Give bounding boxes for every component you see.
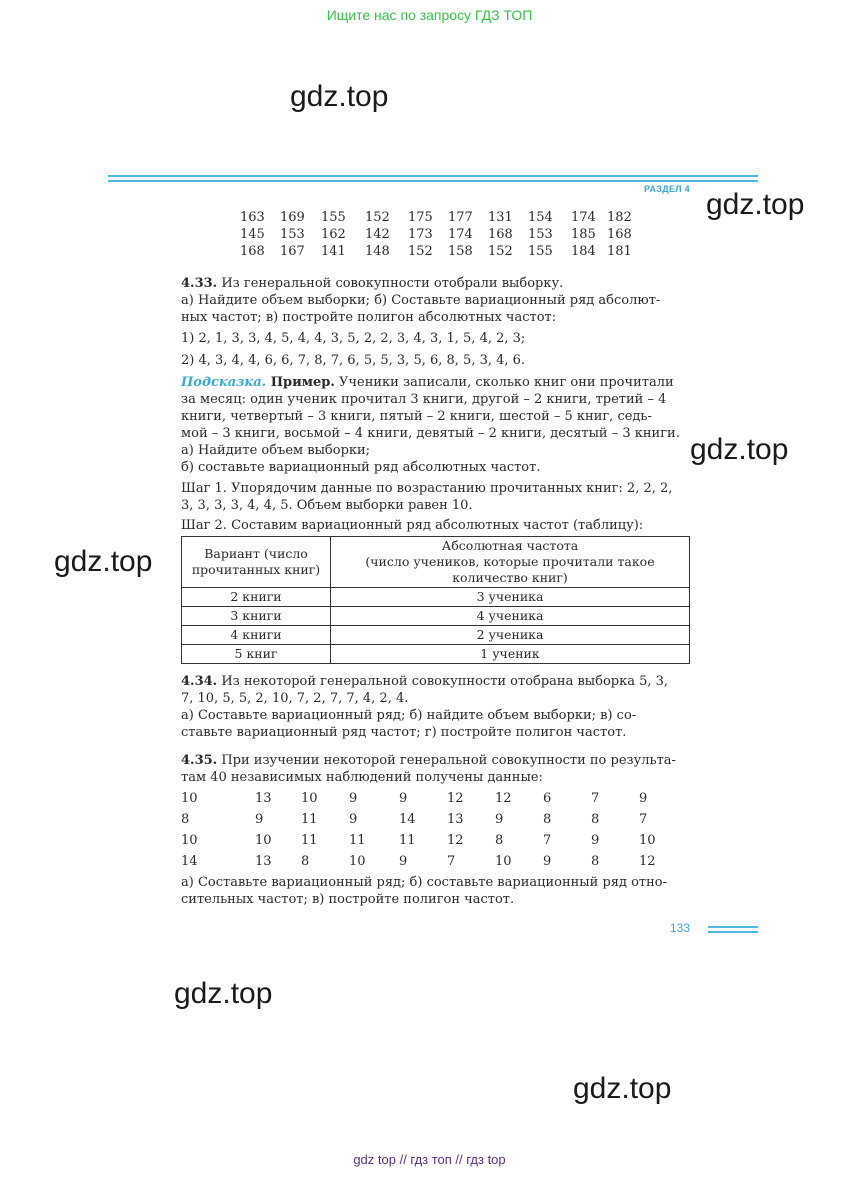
example-label: Пример. — [266, 375, 335, 390]
table-header-row — [182, 537, 690, 588]
header-line: (число учеников, которые прочитали такое — [365, 554, 655, 569]
exercise-number: 4.34. — [181, 674, 218, 689]
table-cell: 10 — [301, 791, 318, 806]
table-cell: 11 — [301, 833, 318, 848]
table-cell: 148 — [365, 244, 390, 259]
exercise-text: а) Составьте вариационный ряд; б) составьте вариационный ряд отно- — [181, 875, 668, 890]
table-row — [240, 244, 660, 261]
table-cell: 8 — [495, 833, 504, 848]
table-cell: 177 — [448, 210, 473, 225]
table-cell: 6 — [543, 791, 552, 806]
exercise-text: 7, 10, 5, 5, 2, 10, 7, 2, 7, 7, 4, 2, 4. — [181, 691, 409, 706]
table-cell: 12 — [495, 791, 512, 806]
step-text: Шаг 1. Упорядочим данные по возрастанию прочитанных книг: 2, 2, 2, — [181, 481, 673, 496]
table-cell: 9 — [399, 791, 408, 806]
table-cell: 13 — [255, 791, 272, 806]
table-cell: 162 — [321, 227, 346, 242]
table-header-variant — [182, 537, 331, 588]
table-cell: 158 — [448, 244, 473, 259]
section-label: РАЗДЕЛ 4 — [644, 184, 690, 194]
exercise-text: ставьте вариационный ряд частот; г) постройте полигон частот. — [181, 725, 627, 740]
table-cell: 145 — [240, 227, 265, 242]
table-cell: 152 — [408, 244, 433, 259]
step-text: Шаг 2. Составим вариационный ряд абсолютных частот (таблицу): — [181, 518, 644, 533]
hint-label: Подсказка. — [181, 375, 267, 390]
table-cell: 7 — [639, 812, 648, 827]
table-cell: 153 — [528, 227, 553, 242]
table-cell: 12 — [447, 791, 464, 806]
table-cell: 4 книги — [182, 626, 331, 645]
table-cell: 13 — [447, 812, 464, 827]
page-number: 133 — [669, 921, 690, 935]
table-cell: 14 — [399, 812, 416, 827]
table-cell: 8 — [301, 854, 310, 869]
table-cell: 14 — [181, 854, 198, 869]
exercise-text: ных частот; в) постройте полигон абсолютных частот: — [181, 310, 557, 325]
table-cell: 8 — [181, 812, 190, 827]
table-cell: 9 — [255, 812, 264, 827]
footer-links[interactable]: gdz top // гдз топ // гдз top — [353, 1152, 506, 1167]
table-cell: 10 — [255, 833, 272, 848]
step-text: 3, 3, 3, 3, 4, 4, 5. Объем выборки равен 10. — [181, 498, 473, 513]
table-cell: 1 ученик — [331, 645, 690, 664]
table-cell: 9 — [543, 854, 552, 869]
table-row — [240, 227, 660, 244]
top-banner[interactable]: Ищите нас по запросу ГДЗ ТОП — [326, 7, 533, 23]
table-cell: 7 — [447, 854, 456, 869]
table-cell: 9 — [399, 854, 408, 869]
table-cell: 8 — [591, 812, 600, 827]
table-cell: 11 — [349, 833, 366, 848]
exercise-4-35 — [181, 752, 701, 786]
table-cell: 181 — [607, 244, 632, 259]
table-cell: 168 — [240, 244, 265, 259]
table-cell: 7 — [543, 833, 552, 848]
table-cell: 11 — [301, 812, 318, 827]
exercise-text: Из генеральной совокупности отобрали выборку. — [217, 276, 564, 291]
header-rule — [108, 180, 758, 182]
table-cell: 173 — [408, 227, 433, 242]
hint-text: Ученики записали, сколько книг они прочитали — [334, 375, 674, 390]
table-cell: 2 книги — [182, 588, 331, 607]
exercise-4-34 — [181, 673, 701, 741]
table-cell: 11 — [399, 833, 416, 848]
exercise-4-35-tasks — [181, 874, 701, 908]
table-row — [182, 607, 690, 626]
footer-rule — [708, 926, 758, 928]
table-row — [181, 812, 681, 829]
exercise-text: сительных частот; в) постройте полигон частот. — [181, 892, 515, 907]
table-row — [181, 791, 681, 808]
hint-text: за месяц: один ученик прочитал 3 книги, другой – 2 книги, третий – 4 — [181, 392, 667, 407]
exercise-text: а) Найдите объем выборки; б) Составьте вариационный ряд абсолют- — [181, 293, 661, 308]
exercise-heading — [181, 275, 701, 292]
table-cell: 10 — [181, 791, 198, 806]
table-cell: 153 — [280, 227, 305, 242]
table-cell: 155 — [528, 244, 553, 259]
header-line: Вариант (число — [204, 546, 308, 561]
hint-text: мой – 3 книги, восьмой – 4 книги, девятый – 2 книги, десятый – 3 книги. — [181, 426, 680, 441]
exercise-number: 4.35. — [181, 753, 218, 768]
table-cell: 9 — [349, 812, 358, 827]
table-cell: 174 — [571, 210, 596, 225]
table-cell: 13 — [255, 854, 272, 869]
table-row — [182, 645, 690, 664]
table-cell: 10 — [495, 854, 512, 869]
table-cell: 168 — [488, 227, 513, 242]
table-cell: 3 ученика — [331, 588, 690, 607]
table-cell: 154 — [528, 210, 553, 225]
exercise-text: Из некоторой генеральной совокупности отобрана выборка 5, 3, — [217, 674, 669, 689]
header-line: прочитанных книг) — [191, 562, 321, 577]
table-cell: 185 — [571, 227, 596, 242]
table-cell: 9 — [495, 812, 504, 827]
table-cell: 2 ученика — [331, 626, 690, 645]
table-cell: 131 — [488, 210, 513, 225]
table-cell: 5 книг — [182, 645, 331, 664]
exercise-4-33 — [181, 275, 701, 369]
table-cell: 169 — [280, 210, 305, 225]
exercise-text: там 40 независимых наблюдений получены данные: — [181, 770, 543, 785]
table-row — [181, 854, 681, 871]
table-cell: 9 — [591, 833, 600, 848]
table-cell: 184 — [571, 244, 596, 259]
table-cell: 8 — [543, 812, 552, 827]
table-row — [181, 833, 681, 850]
table-cell: 10 — [181, 833, 198, 848]
watermark: gdz.top — [706, 188, 805, 221]
table-cell: 9 — [639, 791, 648, 806]
table-cell: 7 — [591, 791, 600, 806]
hint-text: б) составьте вариационный ряд абсолютных частот. — [181, 460, 541, 475]
table-cell: 8 — [591, 854, 600, 869]
table-cell: 12 — [639, 854, 656, 869]
header-rule — [108, 175, 758, 177]
watermark: gdz.top — [573, 1072, 672, 1105]
table-cell: 152 — [365, 210, 390, 225]
table-row — [182, 588, 690, 607]
exercise-number: 4.33. — [181, 276, 218, 291]
watermark: gdz.top — [54, 545, 153, 578]
watermark: gdz.top — [290, 80, 389, 113]
table-cell: 3 книги — [182, 607, 331, 626]
table-cell: 10 — [349, 854, 366, 869]
hint-block — [181, 374, 701, 534]
table-cell: 167 — [280, 244, 305, 259]
table-cell: 163 — [240, 210, 265, 225]
watermark: gdz.top — [174, 977, 273, 1010]
table-cell: 10 — [639, 833, 656, 848]
table-cell: 12 — [447, 833, 464, 848]
exercise-item: 2) 4, 3, 4, 4, 6, 6, 7, 8, 7, 6, 5, 5, 3, 5, 6, 8, 5, 3, 4, 6. — [181, 353, 526, 368]
table-cell: 155 — [321, 210, 346, 225]
table-cell: 168 — [607, 227, 632, 242]
hint-text: книги, четвертый – 3 книги, пятый – 2 книги, шестой – 5 книг, седь- — [181, 409, 652, 424]
hint-text: а) Найдите объем выборки; — [181, 443, 371, 458]
table-row — [182, 626, 690, 645]
table-cell: 4 ученика — [331, 607, 690, 626]
header-line: количество книг) — [452, 570, 568, 585]
table-cell: 174 — [448, 227, 473, 242]
table-cell: 9 — [349, 791, 358, 806]
header-line: Абсолютная частота — [441, 538, 579, 553]
watermark: gdz.top — [690, 433, 789, 466]
table-header-frequency — [331, 537, 690, 588]
exercise-item: 1) 2, 1, 3, 3, 4, 5, 4, 4, 3, 5, 2, 2, 3, 4, 3, 1, 5, 4, 2, 3; — [181, 331, 526, 346]
table-cell: 182 — [607, 210, 632, 225]
exercise-text: а) Составьте вариационный ряд; б) найдите объем выборки; в) со- — [181, 708, 637, 723]
footer-rule — [708, 931, 758, 933]
frequency-table — [181, 536, 690, 664]
table-cell: 142 — [365, 227, 390, 242]
table-cell: 141 — [321, 244, 346, 259]
table-cell: 152 — [488, 244, 513, 259]
table-row — [240, 210, 660, 227]
exercise-text: При изучении некоторой генеральной совокупности по результа- — [217, 753, 676, 768]
table-cell: 175 — [408, 210, 433, 225]
